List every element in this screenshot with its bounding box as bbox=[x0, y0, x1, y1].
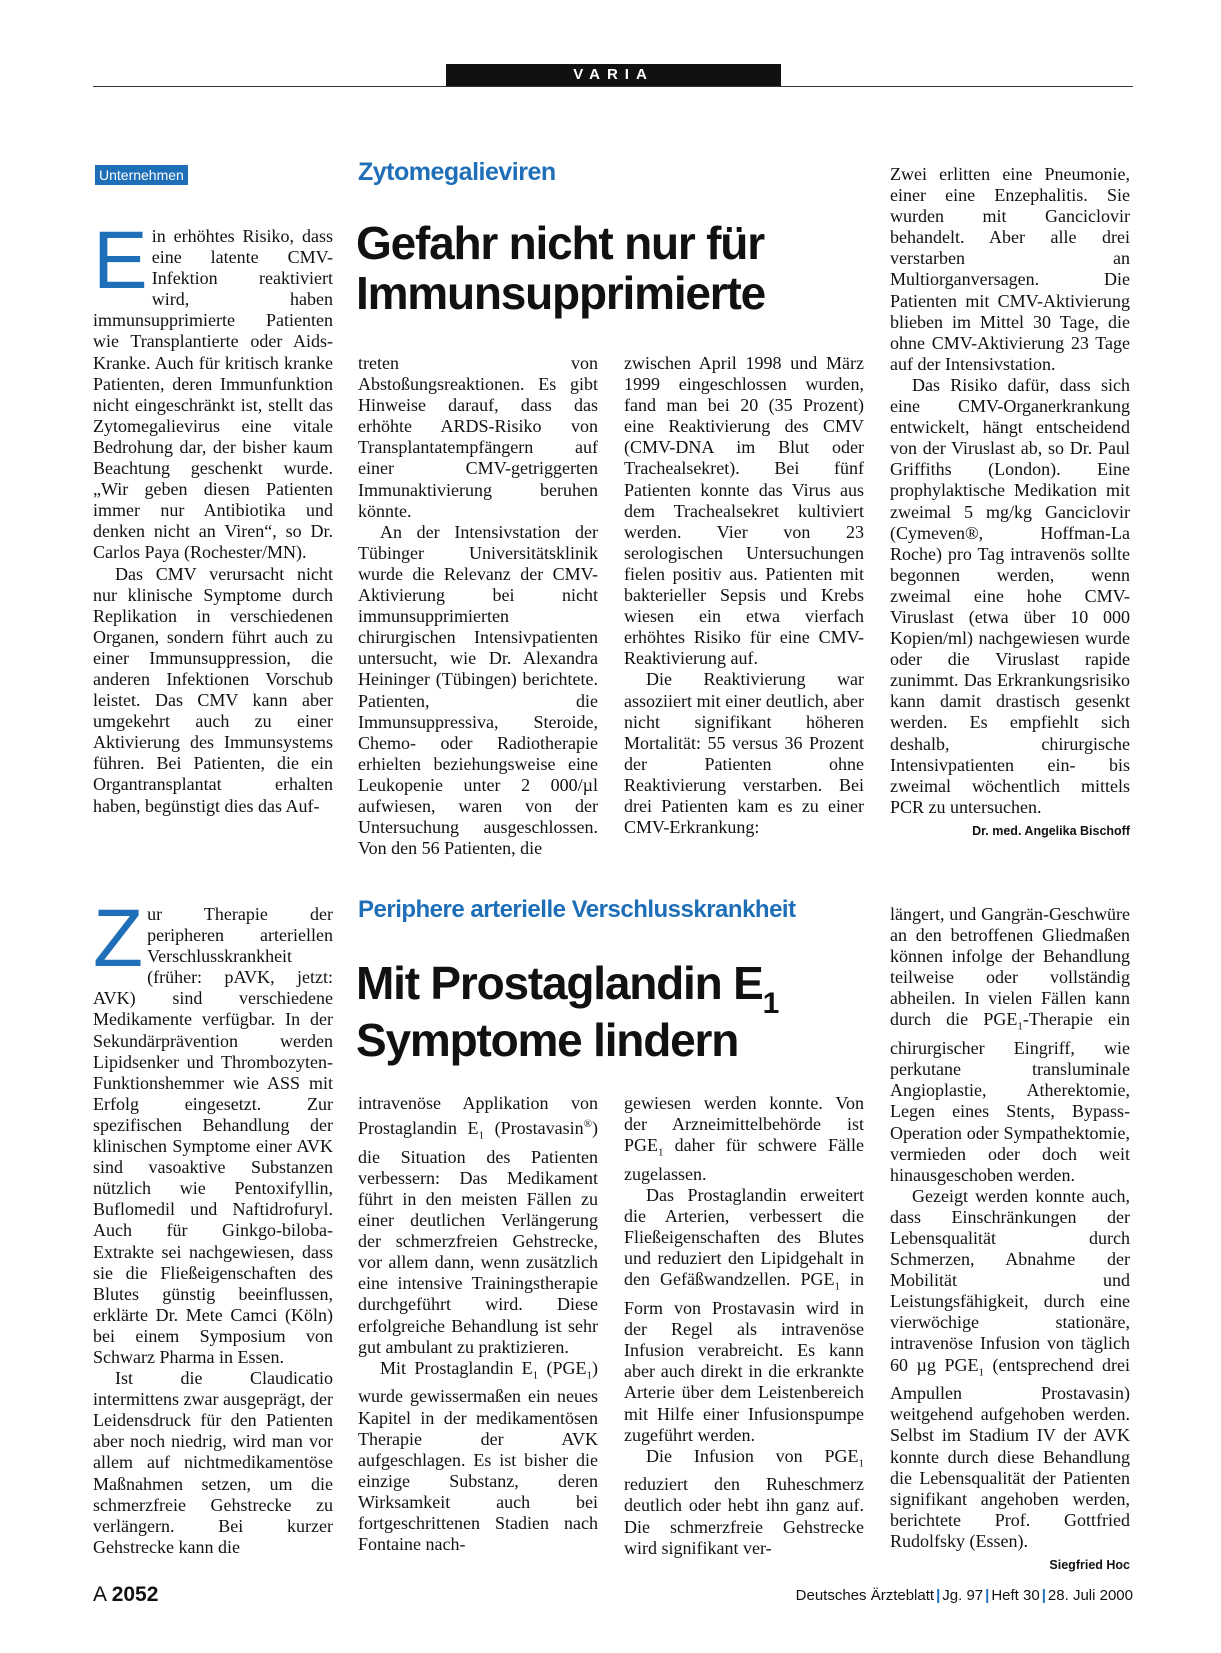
journal-name: Deutsches Ärzteblatt bbox=[795, 1587, 935, 1604]
article2-kicker: Periphere arterielle Verschlusskrankheit bbox=[358, 896, 796, 923]
paragraph: Ist die Claudicatio intermittens zwar ausgeprägt, der Leidensdruck für den Patienten aber noch niedrig, wird man vor allem auf nichtmedikamentöse Maßnahmen setzen, um die schmerzfreie Gehstrecke zu verlängern. Bei kurzer Gehstrecke kann die bbox=[93, 1368, 333, 1557]
page-number bbox=[93, 1583, 158, 1607]
article2-column-1 bbox=[93, 893, 333, 1558]
paragraph: Ein erhöhtes Risiko, dass eine latente CMV-Infektion reaktiviert wird, haben immunsupprimierte Patienten wie Transplantierte oder Aids-Kranke. Auch für kritisch kranke Patienten, deren Immunfunktion nicht eingeschränkt ist, stellt das Zytomegalievirus eine vitale Bedrohung dar, der bisher kaum Beachtung geschenkt wurde. „Wir geben diesen Patienten immer nur Antibiotika und denken nicht an Viren“, so Dr. Carlos Paya (Rochester/MN). bbox=[93, 215, 333, 563]
paragraph: Zwei erlitten eine Pneumonie, einer eine Enzephalitis. Sie wurden mit Ganciclovir behandelt. Aber alle drei verstarben an Multiorganversagen. Die Patienten mit CMV-Aktivierung blieben im Mittel 30 Tage, die ohne CMV-Aktivierung 23 Tage auf der Intensivstation. bbox=[890, 164, 1130, 374]
paragraph: längert, und Gangrän-Geschwüre an den betroffenen Gliedmaßen können infolge der Behandlung teilweise oder vollständig abheilen. In vielen Fällen kann durch die $PGE_1$-Therapie ein chirurgischer Eingriff, wie perkutane transluminale Angioplastie, Atherektomie, Legen eines Stents, Bypass-Operation oder Sympathektomie, vermieden oder doch weit hinausgeschoben werden. bbox=[890, 904, 1130, 1185]
article2-column-4 bbox=[890, 904, 1130, 1576]
article2-headline bbox=[356, 958, 778, 1065]
paragraph: treten von Abstoßungsreaktionen. Es gibt Hinweise darauf, dass das erhöhte ARDS-Risiko von Transplantatempfängern auf einer CMV-getriggerten Immunaktivierung beruhen könnte. bbox=[358, 353, 598, 521]
article1-column-3 bbox=[624, 353, 864, 838]
paragraph: Das Risiko dafür, dass sich eine CMV-Organerkrankung entwickelt, hängt entscheidend von der Viruslast ab, so Dr. Paul Griffiths (London). Eine prophylaktische Medikation mit zweimal 5 mg/kg Ganciclovir (Cymeven®, Hoffman-La Roche) pro Tag intravenös sollte begonnen werden, wenn zweimal eine hohe CMV-Viruslast (etwa über 10 000 Kopien/ml) nachgewiesen wurde oder die Viruslast rapide zunimmt. Das Erkrankungsrisiko kann damit drastisch gesenkt werden. Es empfiehlt sich deshalb, chirurgische Intensivpatienten ein- bis zweimal wöchentlich mittels PCR zu untersuchen. Dr. med. Angelika Bischoff bbox=[890, 375, 1130, 818]
headline-line: Symptome lindern bbox=[356, 1014, 739, 1066]
header-rule bbox=[93, 86, 1133, 87]
paragraph: Mit Prostaglandin $E_1$ $(PGE_1)$ wurde gewissermaßen ein neues Kapitel in der medikamentösen Therapie der AVK aufgeschlagen. Es ist bisher die einzige Substanz, deren Wirksamkeit auch bei fortgeschrittenen Stadien nach Fontaine nach- bbox=[358, 1357, 599, 1555]
author-byline: Dr. med. Angelika Bischoff bbox=[972, 823, 1130, 838]
section-label: VARIA bbox=[446, 64, 781, 86]
journal-issue: Heft 30 bbox=[991, 1587, 1040, 1604]
category-tag: Unternehmen bbox=[95, 165, 188, 185]
headline-line: Immunsupprimierte bbox=[356, 267, 766, 319]
paragraph: Zur Therapie der peripheren arteriellen Verschlusskrankheit (früher: pAVK, jetzt: AVK) sind verschiedene Medikamente verfügbar. In der Sekundärprävention werden Lipidsenker und Thrombozyten-Funktionshemmer wie ASS mit Erfolg eingesetzt. Zur spezifischen Behandlung der klinischen Symptome einer AVK sind vasoaktive Substanzen nützlich wie Pentoxifyllin, Buflomedil und Naftidrofuryl. Auch für Ginkgo-biloba-Extrakte sei nachgewiesen, dass sie die Fließeigenschaften des Blutes günstig beeinflussen, erklärte Dr. Mete Camci (Köln) bei einem Symposium von Schwarz Pharma in Essen. bbox=[93, 893, 333, 1367]
headline-line: Mit Prostaglandin $E_1$ bbox=[356, 957, 779, 1020]
paragraph: Die Infusion von $PGE_1$ reduziert den Ruheschmerz deutlich oder hebt ihn ganz auf. Die schmerzfreie Gehstrecke wird signifikant ver- bbox=[624, 1445, 864, 1558]
author-byline: Siegfried Hoc bbox=[1049, 1558, 1130, 1572]
paragraph: Die Reaktivierung war assoziiert mit einer deutlich, aber nicht signifikant höheren Mortalität: 55 versus 36 Prozent der Patienten ohne Reaktivierung verstarben. Bei drei Patienten kam es zu einer CMV-Erkrankung: bbox=[624, 669, 864, 838]
paragraph: Gezeigt werden konnte auch, dass Einschränkungen der Lebensqualität durch Schmerzen, Abnahme der Mobilität und Leistungsfähigkeit, durch eine vierwöchige stationäre, intravenöse Infusion von täglich 60 µg $PGE_1$ (entsprechend drei Ampullen Prostavasin) weitgehend aufgehoben werden. Selbst im Stadium IV der AVK konnte durch diese Behandlung die Lebensqualität der Patienten signifikant angehoben werden, berichtete Prof. Gottfried Rudolfsky (Essen). Siegfried Hoc bbox=[890, 1186, 1130, 1552]
article1-headline bbox=[356, 218, 765, 318]
article1-kicker: Zytomegalieviren bbox=[358, 158, 556, 186]
article2-column-2 bbox=[358, 1093, 598, 1555]
page-number-value: 2052 bbox=[111, 1583, 159, 1606]
paragraph: zwischen April 1998 und März 1999 eingeschlossen wurden, fand man bei 20 (35 Prozent) eine Reaktivierung des CMV (CMV-DNA im Blut oder Trachealsekret). Bei fünf Patienten konnte das Virus aus dem Trachealsekret kultiviert werden. Vier von 23 serologischen Untersuchungen fielen positiv aus. Patienten mit bakterieller Sepsis und Krebs wiesen ein etwa vierfach erhöhtes Risiko für eine CMV-Reaktivierung auf. bbox=[624, 353, 864, 669]
drop-cap: Z bbox=[93, 893, 144, 984]
drop-cap: E bbox=[93, 215, 148, 306]
paragraph: Das CMV verursacht nicht nur klinische Symptome durch Replikation in verschiedenen Organen, sondern führt auch zu einer Immunsuppression, die anderen Infektionen Vorschub leistet. Das CMV kann aber umgekehrt auch zu einer Aktivierung des Immunsystems führen. Bei Patienten, die ein Organtransplantat erhalten haben, begünstigt dies das Auf- bbox=[93, 563, 333, 816]
article2-column-3 bbox=[624, 1093, 864, 1559]
paragraph: Das Prostaglandin erweitert die Arterien, verbessert die Fließeigenschaften des Blutes und reduziert den Lipidgehalt in den Gefäßwandzellen. $PGE_1$ in Form von Prostavasin wird in der Regel als intravenöse Infusion verabreicht. Es kann aber auch direkt in die erkrankte Arterie über dem Leistenbereich mit Hilfe einer Infusionspumpe zugeführt werden. bbox=[624, 1184, 864, 1445]
journal-date: 28. Juli 2000 bbox=[1047, 1587, 1133, 1604]
paragraph: An der Intensivstation der Tübinger Universitätsklinik wurde die Relevanz der CMV-Aktivierung bei nicht immunsupprimierten chirurgischen Intensivpatienten untersucht, wie Dr. Alexandra Heininger (Tübingen) berichtete. Patienten, die Immunsuppressiva, Steroide, Chemo- oder Radiotherapie erhielten beziehungsweise eine Leukopenie unter 2 000/µl aufwiesen, waren von der Untersuchung ausgeschlossen. Von den 56 Patienten, die bbox=[358, 521, 598, 859]
article1-column-2 bbox=[358, 353, 598, 859]
page-prefix: A bbox=[93, 1583, 106, 1606]
paragraph: intravenöse Applikation von Prostaglandin $E_1$ (Prostavasin®) die Situation des Patienten verbessern: Das Medikament führt in den meisten Fällen zu einer deutlichen Verlängerung der schmerzfreien Gehstrecke, vor allem dann, wenn zusätzlich eine intensive Trainingstherapie durchgeführt wird. Diese erfolgreiche Behandlung ist sehr gut ambulant zu praktizieren. bbox=[358, 1093, 598, 1357]
journal-volume: Jg. 97 bbox=[942, 1587, 984, 1604]
headline-line: Gefahr nicht nur für bbox=[356, 217, 764, 269]
paragraph: gewiesen werden konnte. Von der Arzneimittelbehörde ist $PGE_1$ daher für schwere Fälle zugelassen. bbox=[624, 1093, 864, 1184]
journal-info: Deutsches Ärzteblatt | Jg. 97 | Heft 30 | 28. Juli 2000 bbox=[795, 1587, 1133, 1604]
article1-column-1 bbox=[93, 215, 333, 817]
article1-column-4 bbox=[890, 164, 1130, 842]
